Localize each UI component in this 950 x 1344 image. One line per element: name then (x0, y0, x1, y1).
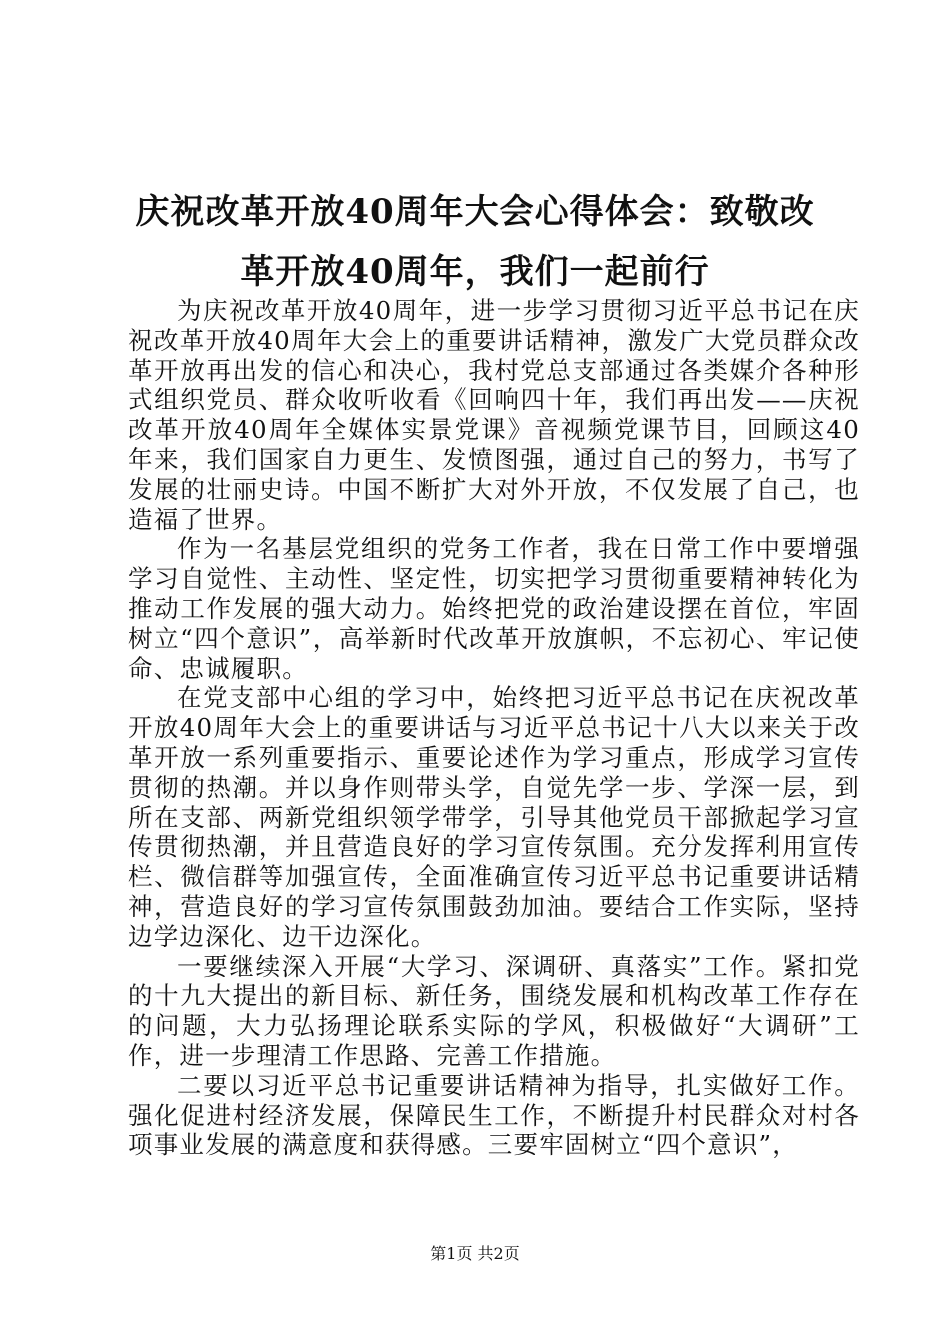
document-body (128, 296, 860, 1160)
paragraph-5: 二要以习近平总书记重要讲话精神为指导，扎实做好工作。强化促进村经济发展，保障民生工作，不断提升村民群众对村各项事业发展的满意度和获得感。三要牢固树立“四个意识”， (128, 1070, 860, 1160)
page-number-footer: 第1页 共2页 (430, 1244, 520, 1263)
paragraph-3: 在党支部中心组的学习中，始终把习近平总书记在庆祝改革开放40周年大会上的重要讲话与习近平总书记十八大以来关于改革开放一系列重要指示、重要论述作为学习重点，形成学习宣传贯彻的热潮。并以身作则带头学，自觉先学一步、学深一层，到所在支部、两新党组织领学带学，引导其他党员干部掀起学习宣传贯彻热潮，并且营造良好的学习宣传氛围。充分发挥利用宣传栏、微信群等加强宣传，全面准确宣传习近平总书记重要讲话精神，营造良好的学习宣传氛围鼓劲加油。要结合工作实际，坚持边学边深化、边干边深化。 (128, 683, 860, 951)
paragraph-1: 为庆祝改革开放40周年，进一步学习贯彻习近平总书记在庆祝改革开放40周年大会上的重要讲话精神，激发广大党员群众改革开放再出发的信心和决心，我村党总支部通过各类媒介各种形式组织党员、群众收听收看《回响四十年，我们再出发——庆祝改革开放40周年全媒体实景党课》音视频党课节目，回顾这40年来，我们国家自力更生、发愤图强，通过自己的努力，书写了发展的壮丽史诗。中国不断扩大对外开放，不仅发展了自己，也造福了世界。 (128, 296, 860, 534)
document-title: 庆祝改革开放40周年大会心得体会：致敬改革开放40周年，我们一起前行 (135, 192, 815, 292)
paragraph-4: 一要继续深入开展“大学习、深调研、真落实”工作。紧扣党的十九大提出的新目标、新任务，围绕发展和机构改革工作存在的问题，大力弘扬理论联系实际的学风，积极做好“大调研”工作，进一步理清工作思路、完善工作措施。 (128, 951, 860, 1070)
paragraph-2: 作为一名基层党组织的党务工作者，我在日常工作中要增强学习自觉性、主动性、坚定性，切实把学习贯彻重要精神转化为推动工作发展的强大动力。始终把党的政治建设摆在首位，牢固树立“四个意识”，高举新时代改革开放旗帜，不忘初心、牢记使命、忠诚履职。 (128, 534, 860, 683)
